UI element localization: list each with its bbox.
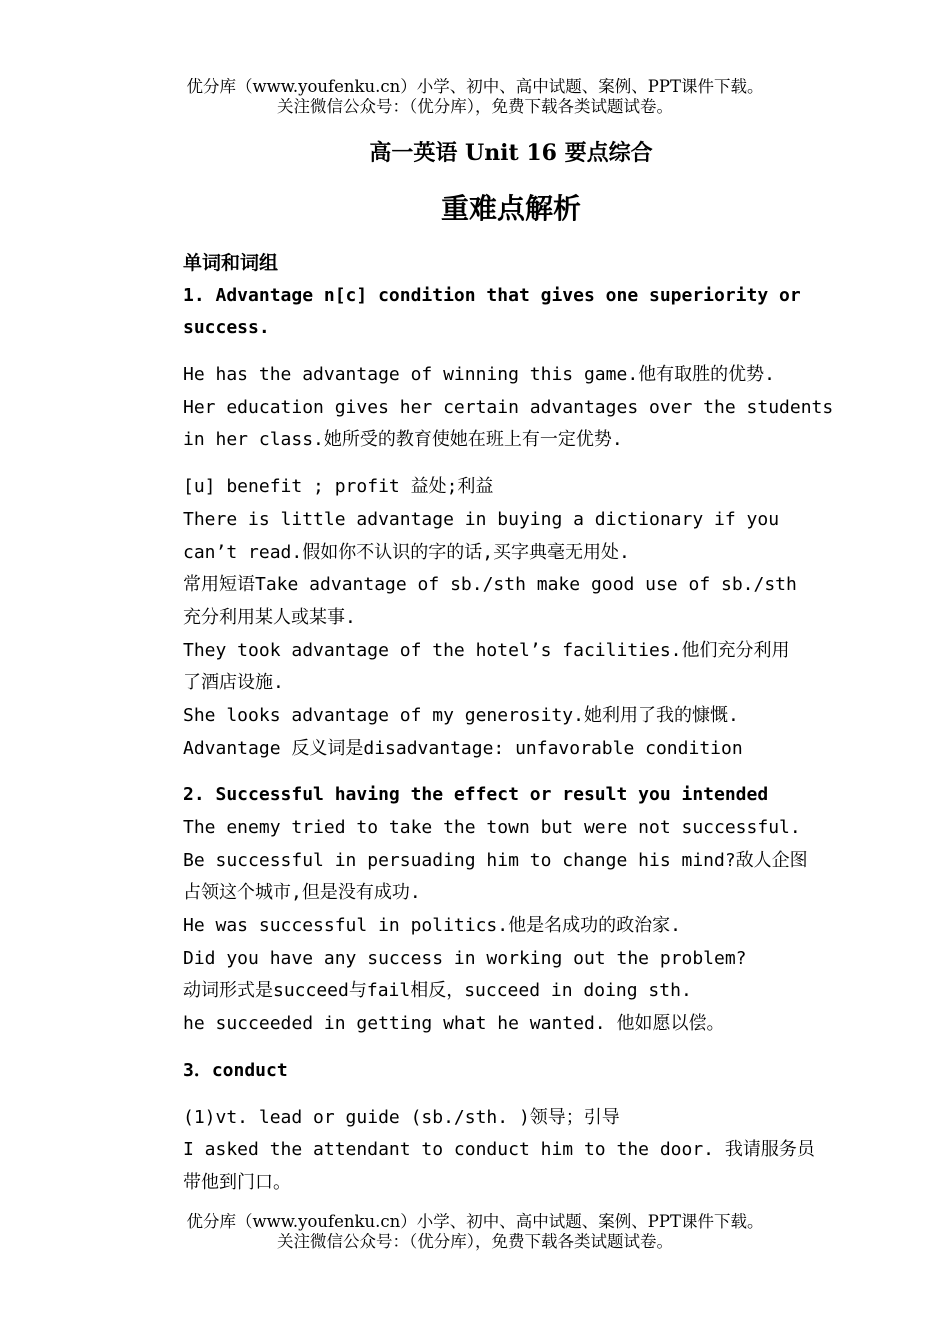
item-3-example-1-cont: 带他到门口。: [183, 1171, 291, 1193]
item-2-example-2-cont: 占领这个城市,但是没有成功.: [183, 882, 421, 904]
item-1-example-2-cont: in her class.她所受的教育使她在班上有一定优势.: [183, 429, 623, 451]
page-header: [0, 77, 950, 117]
item-1-uncountable-def: [u] benefit ; profit 益处;利益: [183, 476, 494, 498]
footer-line-1: 优分库（www.youfenku.cn）小学、初中、高中试题、案例、PPT课件下载。: [186, 1212, 764, 1231]
item-2-example-2: Be successful in persuading him to change his mind?敌人企图: [183, 849, 808, 871]
item-2-verb-form: 动词形式是succeed与fail相反，succeed in doing sth.: [183, 980, 692, 1002]
item-1-example-1: He has the advantage of winning this game.他有取胜的优势.: [183, 364, 775, 386]
item-1-example-3-cont: can’t read.假如你不认识的字的话,买字典毫无用处.: [183, 541, 630, 563]
section-heading: 单词和词组: [183, 252, 279, 274]
item-1-example-2: Her education gives her certain advantages over the students: [183, 396, 834, 418]
item-2-heading: 2. Successful having the effect or result you intended: [183, 784, 769, 806]
item-2-example-4: Did you have any success in working out the problem?: [183, 947, 747, 969]
item-2-example-5: he succeeded in getting what he wanted. 他如愿以偿。: [183, 1013, 725, 1035]
header-line-2: 关注微信公众号：（优分库），免费下载各类试题试卷。: [277, 97, 673, 116]
item-1-heading-cont: success.: [183, 317, 270, 339]
item-1-phrase-cont: 充分利用某人或某事.: [183, 606, 356, 628]
document-body: [183, 247, 843, 1200]
item-3-example-1: I asked the attendant to conduct him to the door. 我请服务员: [183, 1139, 815, 1161]
item-2-example-3: He was successful in politics.他是名成功的政治家.: [183, 915, 681, 937]
document-title: 高一英语 Unit 16 要点综合: [369, 140, 653, 166]
document-subtitle: 重难点解析: [440, 192, 581, 225]
item-1-heading: 1. Advantage n[c] condition that gives one superiority or: [183, 284, 801, 306]
header-line-1: 优分库（www.youfenku.cn）小学、初中、高中试题、案例、PPT课件下载。: [186, 77, 764, 96]
footer-line-2: 关注微信公众号：（优分库），免费下载各类试题试卷。: [277, 1232, 673, 1251]
item-1-example-4-cont: 了酒店设施.: [183, 672, 284, 694]
page-footer: [0, 1212, 950, 1252]
item-1-antonym: Advantage 反义词是disadvantage: unfavorable condition: [183, 737, 743, 759]
item-1-example-3: There is little advantage in buying a dictionary if you: [183, 508, 780, 530]
item-2-example-1: The enemy tried to take the town but were not successful.: [183, 817, 801, 838]
item-1-phrase: 常用短语Take advantage of sb./sth make good use of sb./sth: [183, 574, 797, 596]
item-1-example-5: She looks advantage of my generosity.她利用了我的慷慨.: [183, 704, 739, 726]
item-1-example-4: They took advantage of the hotel’s facilities.他们充分利用: [183, 639, 790, 661]
item-3-heading: 3．conduct: [183, 1059, 288, 1081]
item-3-definition-1: (1)vt. lead or guide (sb./sth. )领导；引导: [183, 1106, 620, 1128]
